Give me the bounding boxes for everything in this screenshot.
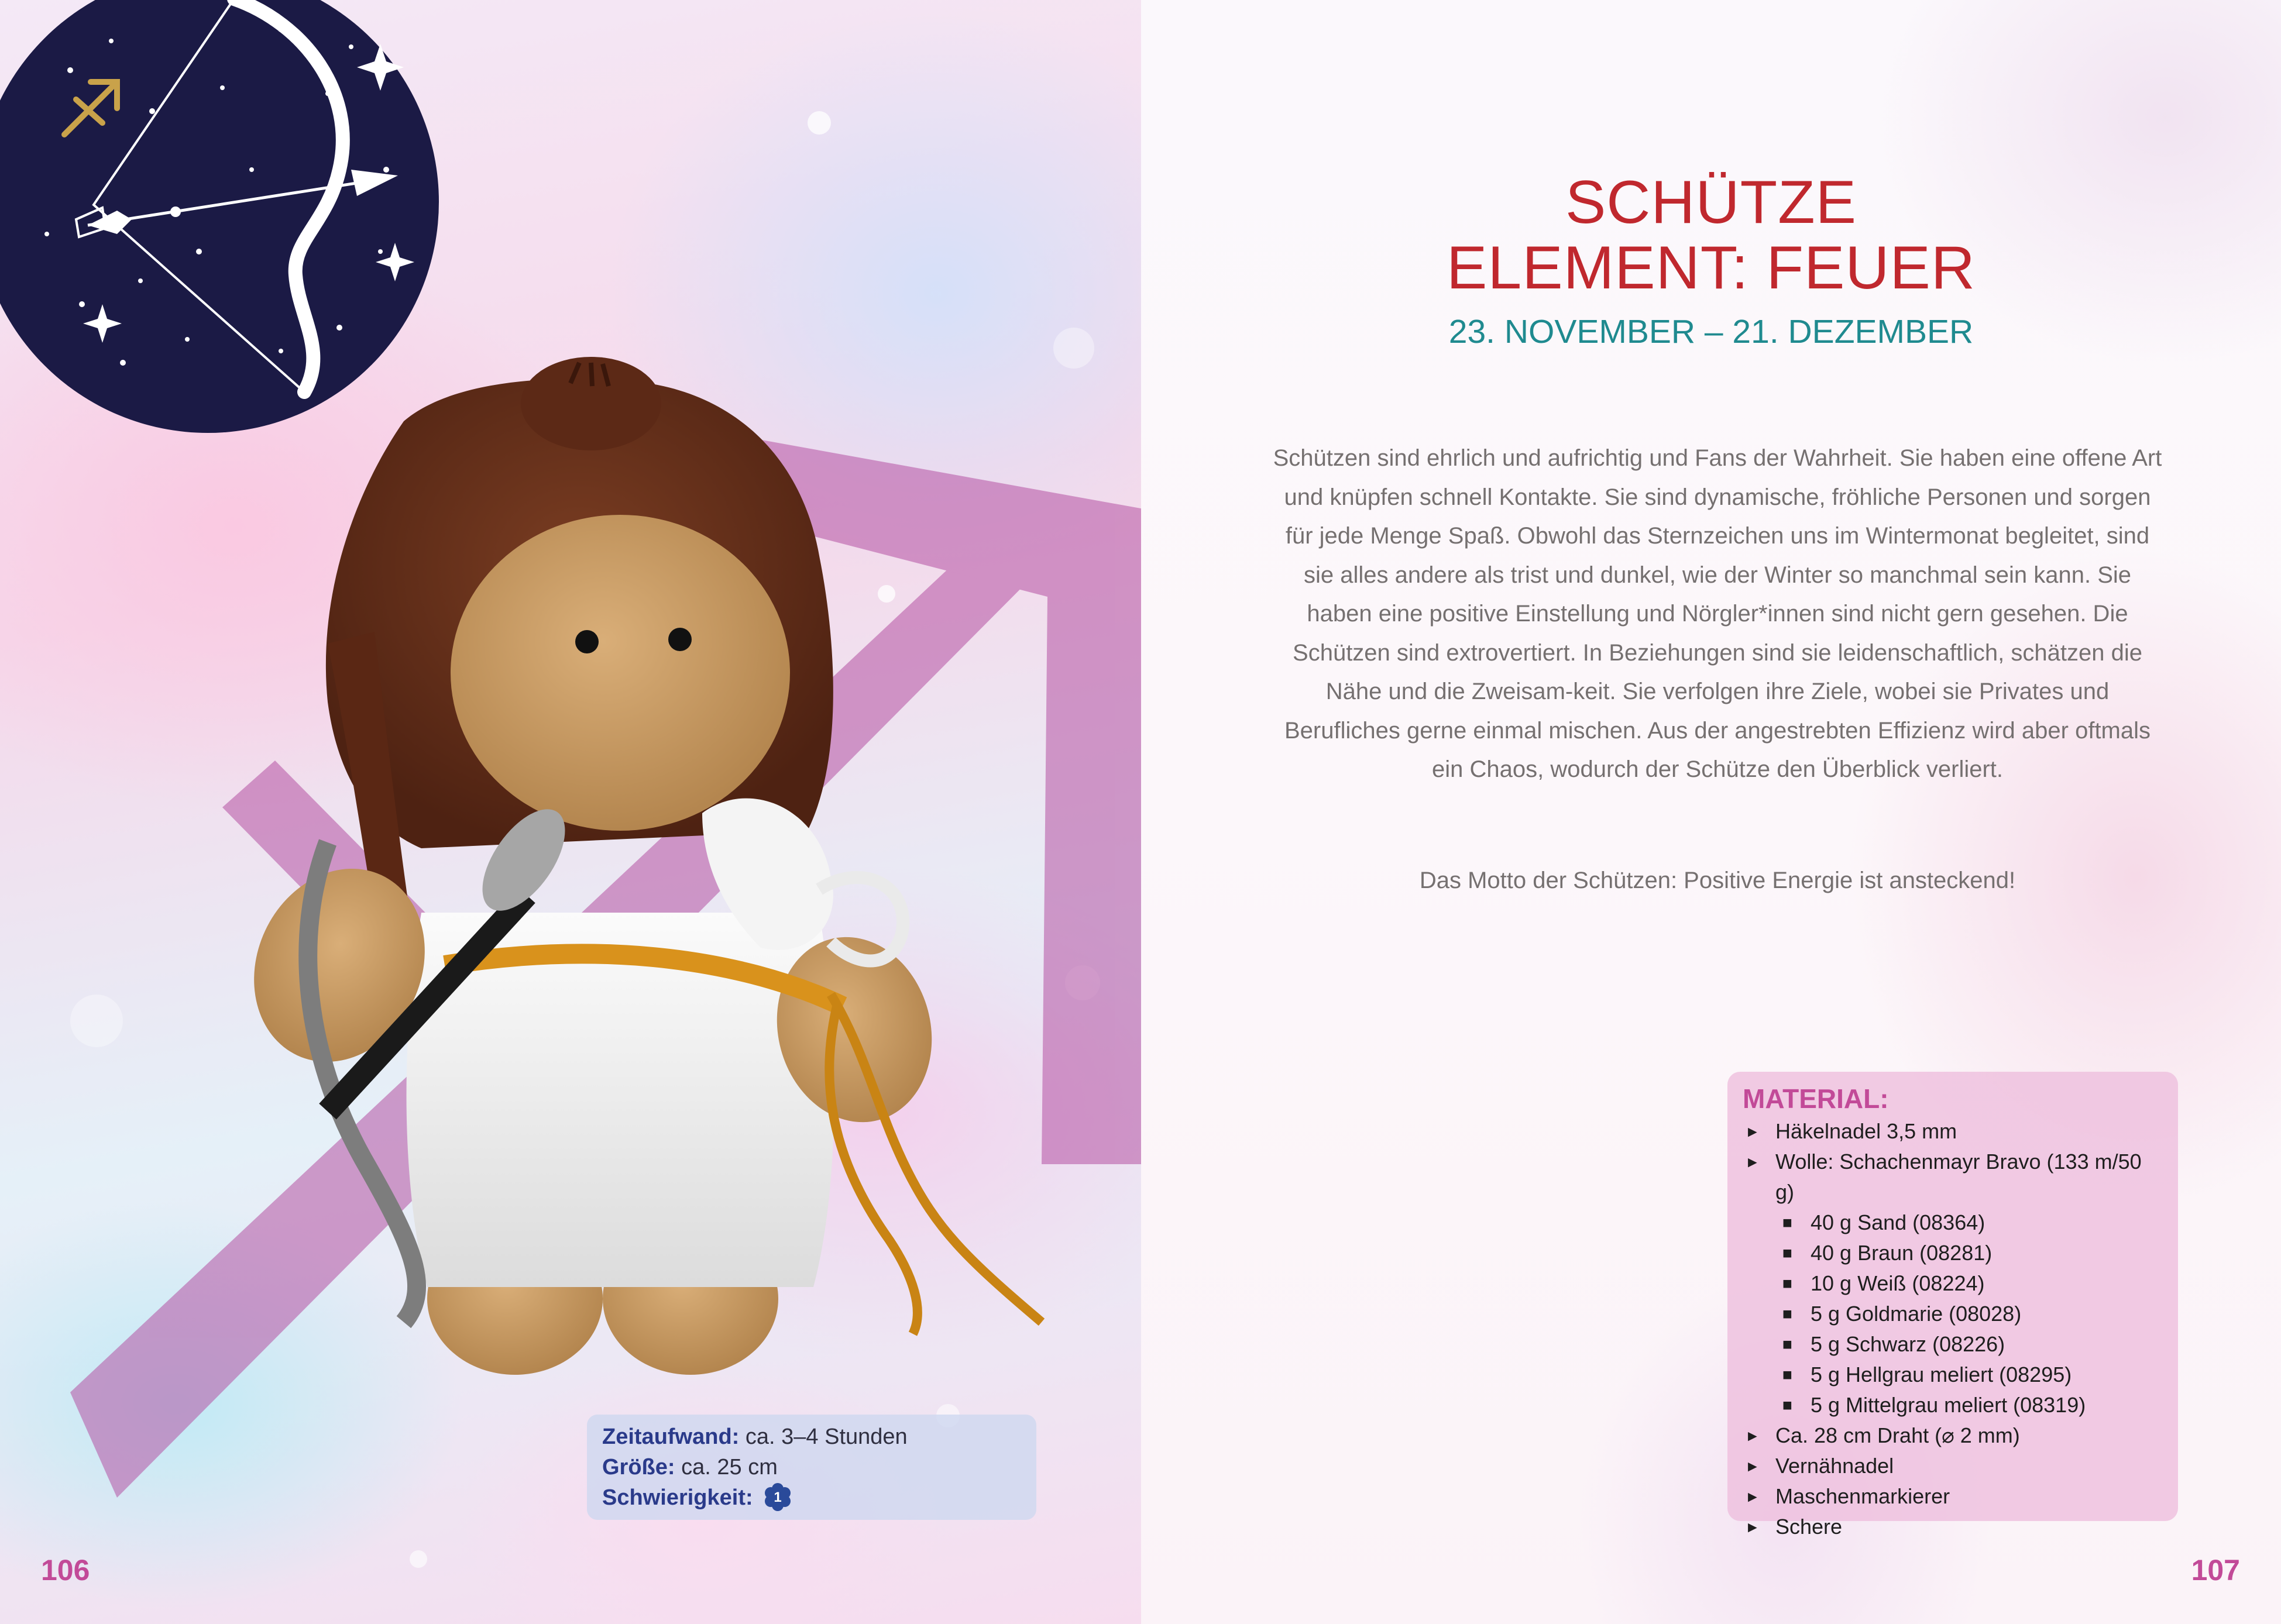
arrow-bullet-icon: ► [1745,1123,1760,1140]
square-bullet-icon: ■ [1782,1274,1792,1292]
list-subitem: ■ 5 g Mittelgrau meliert (08319) [1743,1390,2163,1420]
list-item: ► Schere [1743,1512,2163,1542]
arrow-bullet-icon: ► [1745,1457,1760,1475]
arrow-bullet-icon: ► [1745,1518,1760,1536]
list-subitem: ■ 40 g Braun (08281) [1743,1238,2163,1268]
time-label: Zeitaufwand: [602,1425,740,1449]
arrow-bullet-icon: ► [1745,1427,1760,1444]
difficulty-row [602,1482,1021,1514]
list-subitem: ■ 5 g Hellgrau meliert (08295) [1743,1360,2163,1390]
square-bullet-icon: ■ [1782,1396,1792,1414]
list-item: ► Maschenmarkierer [1743,1481,2163,1512]
square-bullet-icon: ■ [1782,1305,1792,1323]
right-page [1141,0,2281,1624]
list-subitem: ■ 5 g Schwarz (08226) [1743,1329,2163,1360]
page-title [1141,170,2281,301]
arrow-bullet-icon: ► [1745,1488,1760,1505]
sagittarius-bow-constellation-icon [0,0,462,445]
difficulty-badge [762,1482,793,1512]
size-label: Größe: [602,1455,675,1480]
title-element: ELEMENT: FEUER [1447,234,1976,302]
list-subitem: ■ 5 g Goldmarie (08028) [1743,1299,2163,1329]
square-bullet-icon: ■ [1782,1213,1792,1231]
size-value: ca. 25 cm [681,1455,778,1480]
square-bullet-icon: ■ [1782,1335,1792,1353]
time-value: ca. 3–4 Stunden [745,1425,908,1449]
list-item: ► Ca. 28 cm Draht (⌀ 2 mm) [1743,1420,2163,1451]
material-title: MATERIAL: [1743,1083,1889,1114]
material-list [1743,1116,2163,1542]
page-number-right: 107 [2191,1554,2240,1587]
page-number-left: 106 [41,1554,90,1587]
project-info-box [587,1415,1036,1520]
date-range: 23. NOVEMBER – 21. DEZEMBER [1448,313,1974,350]
list-item: ► Vernähnadel [1743,1451,2163,1481]
difficulty-flower-icon [762,1482,793,1512]
size-row [602,1452,1021,1482]
list-subitem: ■ 40 g Sand (08364) [1743,1207,2163,1238]
list-item: ► Wolle: Schachenmayr Bravo (133 m/50 g) [1743,1147,2163,1207]
list-item: ► Häkelnadel 3,5 mm [1743,1116,2163,1147]
motto-text: Das Motto der Schützen: Positive Energie ist ansteckend! [1419,868,2016,893]
list-subitem: ■ 10 g Weiß (08224) [1743,1268,2163,1299]
material-box [1727,1072,2178,1539]
time-row [602,1422,1021,1452]
difficulty-label: Schwierigkeit: [602,1485,753,1510]
difficulty-value: 1 [774,1489,782,1505]
title-sign: SCHÜTZE [1565,168,1857,236]
square-bullet-icon: ■ [1782,1244,1792,1262]
arrow-bullet-icon: ► [1745,1153,1760,1171]
square-bullet-icon: ■ [1782,1365,1792,1384]
description-paragraph: Schützen sind ehrlich und aufrichtig und Fans der Wahrheit. Sie haben eine offene Art und knüpfen schnell Kontakte. Sie sind dynamische, fröhliche Personen und sorgen für jede Menge Spaß. Obwohl das Sternzeichen uns im Wintermonat begleitet, sind sie alles andere als trist und dunkel, wie der Winter so manchmal sein kann. Sie haben eine positive Einstellung und Nörgler*innen sind nicht gern gesehen. Die Schützen sind extrovertiert. In Beziehungen sind sie leidenschaftlich, schätzen die Nähe und die Zweisam-keit. Sie verfolgen ihre Ziele, wobei sie Privates und Berufliches gerne einmal mischen. Aus der angestrebten Effizienz wird aber oftmals ein Chaos, wodurch der Schütze den Überblick verliert. [1273,445,2162,782]
